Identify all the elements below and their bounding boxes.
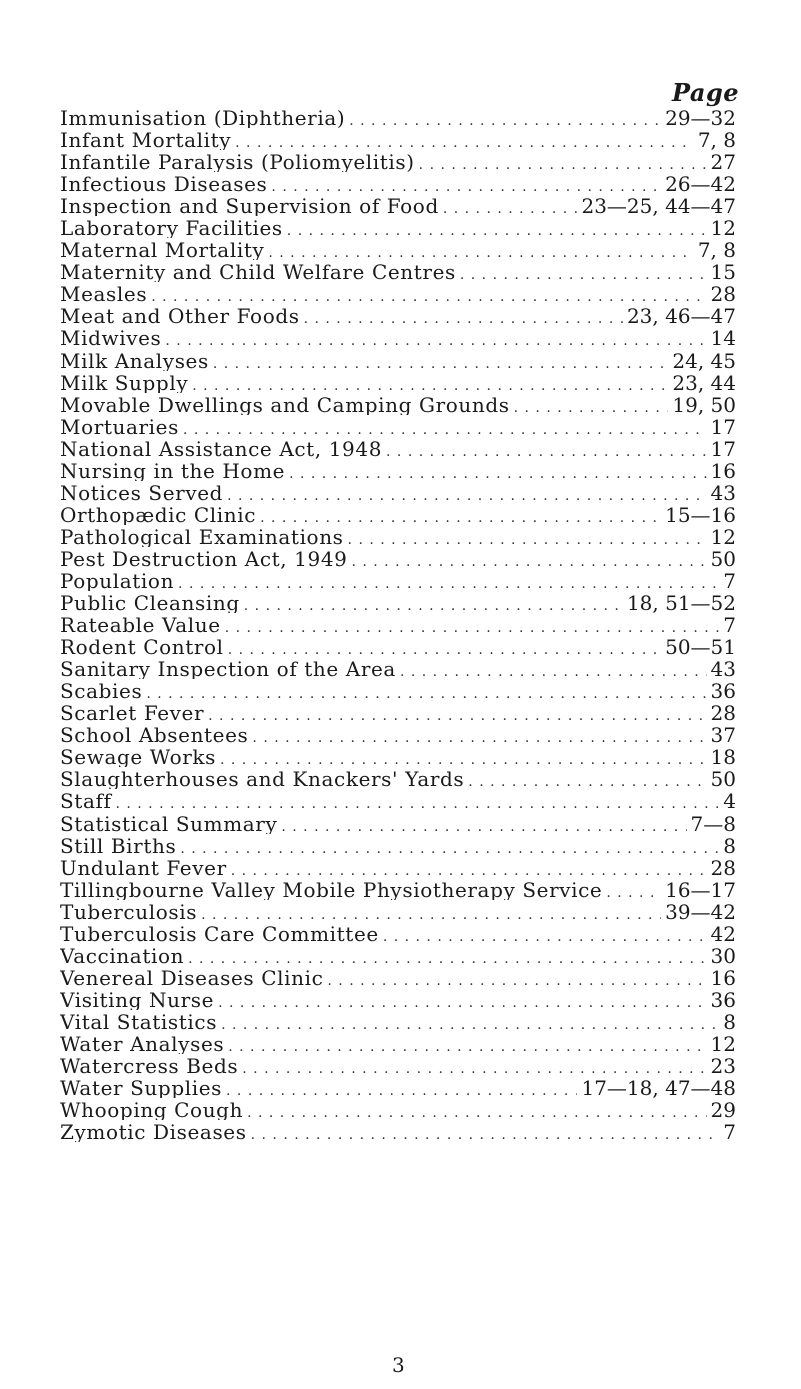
dot-leader (268, 245, 693, 260)
index-entry (60, 635, 736, 657)
dot-leader (386, 444, 707, 459)
index-page-reference: 36 (710, 987, 736, 1010)
dot-leader (443, 201, 578, 216)
index-page-reference: 37 (710, 723, 736, 746)
dot-leader (221, 1017, 719, 1032)
dot-leader (228, 1039, 706, 1054)
index-term: Meat and Other Foods (60, 304, 300, 327)
index-page-reference: 14 (710, 326, 736, 349)
index-page-reference: 15—16 (665, 502, 736, 525)
index-page-reference: 17—18, 47—48 (581, 1076, 736, 1099)
index-entry (60, 900, 736, 922)
index-entry (60, 966, 736, 988)
dot-leader (383, 929, 707, 944)
index-page-reference: 28 (710, 701, 736, 724)
dot-leader (165, 333, 706, 348)
dot-leader (180, 841, 719, 856)
index-page-reference: 17 (710, 414, 736, 437)
index-page-reference: 36 (710, 679, 736, 702)
dot-leader (235, 135, 694, 150)
index-term: Scarlet Fever (60, 701, 205, 724)
index-entry (60, 679, 736, 701)
index-page-reference: 28 (710, 282, 736, 305)
index-term: Tillingbourne Valley Mobile Physiotherapy Service (60, 877, 603, 900)
index-page-reference: 28 (710, 855, 736, 878)
index-page-reference: 7 (723, 1120, 736, 1143)
index-term: Visiting Nurse (60, 987, 215, 1010)
index-entry (60, 503, 736, 525)
index-page-reference: 12 (710, 524, 736, 547)
index-page-reference: 43 (710, 480, 736, 503)
index-page-reference: 16 (710, 458, 736, 481)
index-term: Milk Supply (60, 370, 189, 393)
index-entry (60, 525, 736, 547)
index-entry (60, 878, 736, 900)
index-term: Scabies (60, 679, 143, 702)
index-page-reference: 39—42 (665, 899, 736, 922)
index-term: Maternity and Child Welfare Centres (60, 260, 456, 283)
index-page-reference: 23, 46—47 (626, 304, 736, 327)
dot-leader (231, 863, 707, 878)
index-entry (60, 349, 736, 371)
index-entry (60, 789, 736, 811)
index-entry (60, 547, 736, 569)
index-entry (60, 282, 736, 304)
dot-leader (146, 686, 706, 701)
index-entry (60, 591, 736, 613)
dot-leader (468, 774, 706, 789)
dot-leader (281, 819, 686, 834)
dot-leader (244, 598, 623, 613)
dot-leader (606, 885, 661, 900)
dot-leader (227, 488, 706, 503)
index-page-reference: 50—51 (665, 635, 736, 658)
index-term: Infantile Paralysis (Poliomyelitis) (60, 150, 415, 173)
index-entry (60, 745, 736, 767)
index-term: Tuberculosis (60, 899, 198, 922)
dot-leader (213, 356, 669, 371)
index-page-reference: 18 (710, 745, 736, 768)
index-page-reference: 4 (723, 789, 736, 812)
index-entry (60, 988, 736, 1010)
index-entry (60, 1098, 736, 1120)
index-term: Orthopædic Clinic (60, 502, 257, 525)
index-page-reference: 15 (710, 260, 736, 283)
dot-leader (226, 1083, 577, 1098)
index-term: Pest Destruction Act, 1949 (60, 546, 348, 569)
dot-leader (514, 400, 669, 415)
index-term: Pathological Examinations (60, 524, 344, 547)
index-entry (60, 216, 736, 238)
index-entry (60, 834, 736, 856)
dot-leader (460, 267, 707, 282)
index-entry (60, 150, 736, 172)
index-page-reference: 8 (723, 833, 736, 856)
index-entry (60, 856, 736, 878)
index-term: Maternal Mortality (60, 238, 265, 261)
dot-leader (218, 995, 706, 1010)
dot-leader (225, 620, 720, 635)
dot-leader (287, 223, 707, 238)
index-entry (60, 459, 736, 481)
index-entry (60, 481, 736, 503)
index-term: Public Cleansing (60, 591, 240, 614)
dot-leader (327, 973, 706, 988)
dot-leader (289, 466, 706, 481)
index-list (60, 106, 736, 1142)
index-term: Statistical Summary (60, 811, 278, 834)
index-page-reference: 29—32 (665, 106, 736, 129)
dot-leader (228, 642, 661, 657)
index-term: Vaccination (60, 943, 185, 966)
dot-leader (220, 752, 707, 767)
index-entry (60, 569, 736, 591)
index-term: National Assistance Act, 1948 (60, 436, 383, 459)
index-term: Sanitary Inspection of the Area (60, 657, 396, 680)
index-entry (60, 437, 736, 459)
index-entry (60, 657, 736, 679)
index-page-reference: 30 (710, 943, 736, 966)
index-entry (60, 304, 736, 326)
index-term: Tuberculosis Care Committee (60, 921, 379, 944)
index-page-reference: 42 (710, 921, 736, 944)
index-page-reference: 29 (710, 1098, 736, 1121)
index-entry (60, 393, 736, 415)
index-term: Undulant Fever (60, 855, 227, 878)
index-page-reference: 16 (710, 965, 736, 988)
index-term: Midwives (60, 326, 162, 349)
index-page-reference: 50 (710, 767, 736, 790)
index-term: Immunisation (Diphtheria) (60, 106, 346, 129)
index-page-reference: 27 (710, 150, 736, 173)
index-entry (60, 613, 736, 635)
index-page-reference: 7, 8 (697, 238, 736, 261)
dot-leader (304, 311, 623, 326)
dot-leader (247, 1105, 706, 1120)
index-term: Laboratory Facilities (60, 216, 283, 239)
index-term: Still Births (60, 833, 177, 856)
index-page-reference: 43 (710, 657, 736, 680)
index-page-reference: 17 (710, 436, 736, 459)
dot-leader (201, 907, 661, 922)
index-term: Vital Statistics (60, 1009, 218, 1032)
dot-leader (192, 378, 668, 393)
index-entry (60, 415, 736, 437)
index-page-reference: 24, 45 (672, 348, 736, 371)
dot-leader (178, 576, 719, 591)
index-entry (60, 238, 736, 260)
index-entry (60, 767, 736, 789)
index-page-reference: 19, 50 (672, 392, 736, 415)
dot-leader (183, 422, 707, 437)
index-page-reference: 23 (710, 1054, 736, 1077)
index-page-reference: 12 (710, 1031, 736, 1055)
index-term: Whooping Cough (60, 1098, 244, 1121)
dot-leader (115, 796, 719, 811)
index-entry (60, 172, 736, 194)
index-term: Inspection and Supervision of Food (60, 194, 439, 217)
index-term: Venereal Diseases Clinic (60, 965, 324, 988)
dot-leader (251, 1127, 720, 1142)
index-entry (60, 1120, 736, 1142)
index-page-reference: 18, 51—52 (626, 591, 736, 614)
index-term: Milk Analyses (60, 348, 209, 371)
page-column-heading: Page (671, 78, 739, 107)
dot-leader (208, 708, 706, 723)
index-term: Zymotic Diseases (60, 1120, 247, 1143)
dot-leader (351, 554, 706, 569)
index-term: Watercress Beds (60, 1054, 239, 1077)
index-entry (60, 106, 736, 128)
index-term: Notices Served (60, 480, 224, 503)
dot-leader (260, 510, 661, 525)
index-entry (60, 701, 736, 723)
dot-leader (271, 179, 661, 194)
index-entry (60, 723, 736, 745)
index-term: Movable Dwellings and Camping Grounds (60, 392, 510, 415)
index-entry (60, 1076, 736, 1098)
dot-leader (348, 532, 707, 547)
index-page-reference: 23, 44 (672, 370, 736, 393)
dot-leader (151, 289, 706, 304)
index-page-reference: 23—25, 44—47 (581, 194, 736, 217)
dot-leader (349, 113, 661, 128)
index-page-reference: 7 (723, 568, 736, 592)
index-term: Rateable Value (60, 613, 221, 636)
index-entry (60, 128, 736, 150)
dot-leader (242, 1061, 706, 1076)
index-entry (60, 326, 736, 348)
index-term: Mortuaries (60, 414, 179, 437)
index-page-reference: 26—42 (665, 172, 736, 195)
index-term: Measles (60, 282, 148, 305)
index-term: Rodent Control (60, 635, 224, 658)
index-entry (60, 1054, 736, 1076)
index-term: Population (60, 568, 175, 592)
index-entry (60, 944, 736, 966)
dot-leader (188, 951, 706, 966)
index-entry (60, 260, 736, 282)
index-term: Water Supplies (60, 1076, 223, 1099)
index-entry (60, 371, 736, 393)
index-page-reference: 7, 8 (697, 128, 736, 151)
index-term: Infant Mortality (60, 128, 232, 151)
dot-leader (252, 730, 706, 745)
index-term: Nursing in the Home (60, 458, 286, 481)
index-entry (60, 194, 736, 216)
index-term: Infectious Diseases (60, 172, 268, 195)
index-term: School Absentees (60, 723, 249, 746)
index-term: Water Analyses (60, 1031, 225, 1055)
index-page-reference: 16—17 (665, 877, 736, 900)
index-term: Staff (60, 789, 112, 812)
index-page-reference: 50 (710, 546, 736, 569)
index-page-reference: 7—8 (690, 811, 736, 834)
index-entry (60, 922, 736, 944)
dot-leader (419, 157, 707, 172)
index-page-reference: 8 (723, 1009, 736, 1032)
index-term: Slaughterhouses and Knackers' Yards (60, 767, 465, 790)
index-page-reference: 7 (723, 613, 736, 636)
index-entry (60, 812, 736, 834)
dot-leader (400, 664, 707, 679)
index-term: Sewage Works (60, 745, 216, 768)
index-entry (60, 1010, 736, 1032)
index-page-reference: 12 (710, 216, 736, 239)
index-entry (60, 1032, 736, 1054)
page-number: 3 (392, 1353, 405, 1377)
